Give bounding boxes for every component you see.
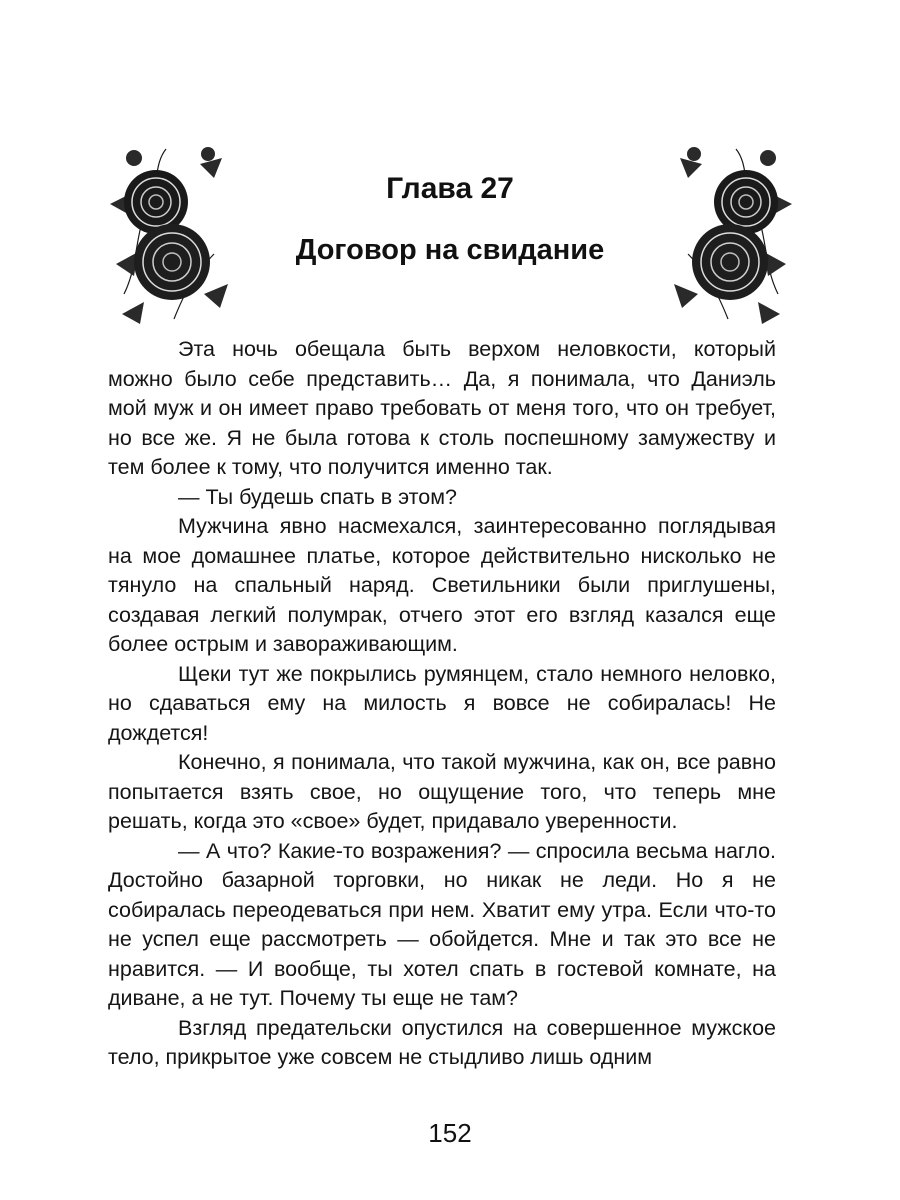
paragraph: Взгляд предательски опустился на совершенное мужское тело, прикрытое уже совсем не стыдливо лишь одним <box>108 1015 776 1069</box>
rose-ornament-right-icon <box>668 144 798 326</box>
chapter-subtitle: Договор на свидание <box>295 234 605 266</box>
paragraph: Щеки тут же покрылись румянцем, стало немного неловко, но сдаваться ему на милость я вовсе не собиралась! Не дождется! <box>108 661 776 745</box>
chapter-header <box>0 140 900 330</box>
chapter-body-text <box>108 335 776 1073</box>
paragraph: Конечно, я понимала, что такой мужчина, как он, все равно попытается взять свое, но ощущение того, что теперь мне решать, когда это «свое» будет, придавало уверенности. <box>108 750 776 833</box>
chapter-title: Глава 27 <box>386 172 514 205</box>
paragraph: — Ты будешь спать в этом? <box>178 484 457 509</box>
paragraph: Эта ночь обещала быть верхом неловкости, который можно было себе представить… Да, я понимала, что Даниэль мой муж и он имеет право требовать от меня того, что он требует, но все же. Я не была готова к столь поспешному замужеству и тем более к тому, что получится именно так. <box>108 337 776 479</box>
paragraph: Мужчина явно насмехался, заинтересованно поглядывая на мое домашнее платье, которое действительно нисколько не тянуло на спальный наряд. Светильники были приглушены, создавая легкий полумрак, отчего этот его взгляд казался еще более острым и завораживающим. <box>108 514 776 656</box>
paragraph: — А что? Какие-то возражения? — спросила весьма нагло. Достойно базарной торговки, но никак не леди. Но я не собиралась переодеваться при нем. Хватит ему утра. Если что-то не успел еще рассмотреть — обойдется. Мне и так это все не нравится. — И вообще, ты хотел спать в гостевой комнате, на диване, а не тут. Почему ты еще не там? <box>108 838 776 1010</box>
page-number: 152 <box>428 1118 472 1148</box>
